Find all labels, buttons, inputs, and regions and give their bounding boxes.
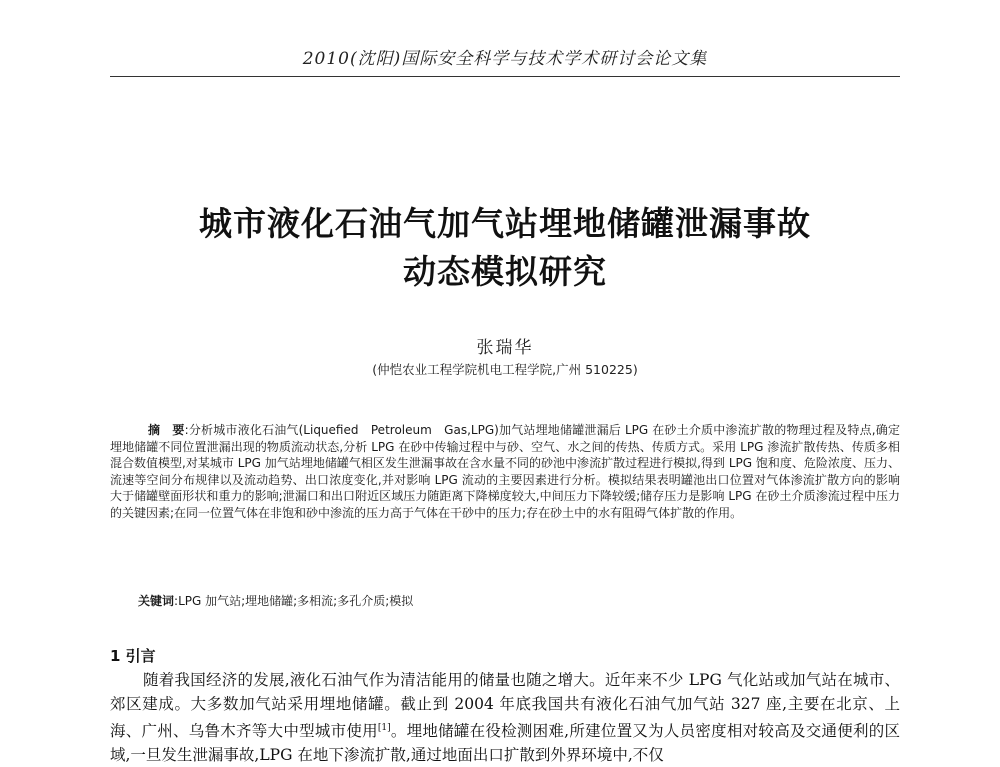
keywords-label: 关键词 — [138, 594, 175, 608]
abstract-label: 摘 要 — [148, 423, 185, 437]
abstract-text: 分析城市液化石油气(Liquefied Petroleum Gas,LPG)加气站埋地储罐泄漏后 LPG 在砂土介质中渗流扩散的物理过程及特点,确定埋地储罐不同位置泄漏出现的物质流动状态,分析 LPG 在砂中传输过程中与砂、空气、水之间的传热、传质方式。采用 LPG 渗流扩散传热、传质多相混合数值模型,对某城市 LPG 加气站埋地储罐气相区发生泄漏事故在含水量不同的砂池中渗流扩散过程进行模拟,得到 LPG 饱和度、危险浓度、压力、流速等空间分布规律以及流动趋势、出口浓度变化,并对影响 LPG 流动的主要因素进行分析。模拟结果表明罐池出口位置对气体渗流扩散方向的影响大于储罐壁面形状和重力的影响;泄漏口和出口附近区域压力随距离下降梯度较大,中间压力下降较缓;储存压力是影响 LPG 在砂土介质渗流过程中压力的关键因素;在同一位置气体在非饱和砂中渗流的压力高于气体在干砂中的压力;存在砂土中的水有阻碍气体扩散的作用。 — [110, 423, 900, 520]
body-paragraph — [110, 668, 900, 767]
running-header: 2010(沈阳)国际安全科学与技术学术研讨会论文集 — [302, 49, 708, 69]
paragraph-text-2: 。埋地储罐在役检测困难,所建位置又为人员密度相对较高及交通便利的区域,一旦发生泄漏事故,LPG 在地下渗流扩散,通过地面出口扩散到外界环境中,不仅 — [110, 722, 900, 765]
abstract-separator: : — [184, 423, 189, 437]
section-heading: 1 引言 — [110, 647, 156, 665]
paper-title — [110, 200, 900, 296]
abstract — [110, 422, 900, 521]
header-rule — [110, 76, 900, 77]
affiliation: (仲恺农业工程学院机电工程学院,广州 510225) — [372, 362, 638, 377]
keywords — [110, 592, 900, 609]
title-line-2: 动态模拟研究 — [403, 252, 607, 291]
paragraph-text-1: 随着我国经济的发展,液化石油气作为清洁能用的储量也随之增大。近年来不少 LPG 气化站或加气站在城市、郊区建成。大多数加气站采用埋地储罐。截止到 2004 年底我国共有液化石油气加气站 327 座,主要在北京、上海、广州、乌鲁木齐等大中型城市使用 — [110, 671, 900, 741]
citation-ref: [1] — [377, 723, 391, 733]
keywords-text: LPG 加气站;埋地储罐;多相流;多孔介质;模拟 — [178, 594, 414, 608]
author: 张瑞华 — [476, 338, 534, 358]
keywords-separator: : — [174, 594, 179, 608]
title-line-1: 城市液化石油气加气站埋地储罐泄漏事故 — [199, 204, 811, 243]
